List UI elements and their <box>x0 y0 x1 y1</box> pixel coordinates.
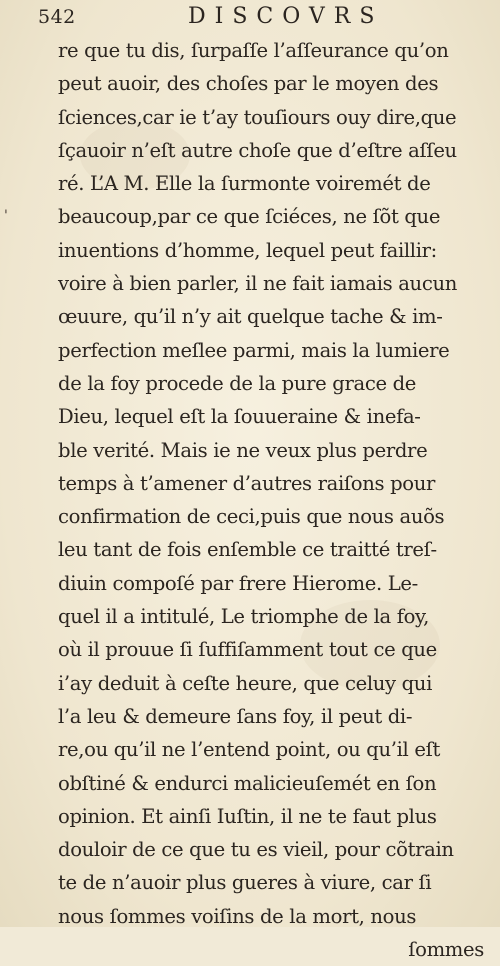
text-line: te de n’auoir plus gueres à viure, car ſi <box>58 871 432 895</box>
text-line: ſciences,car ie t’ay touſiours ouy dire,que <box>58 105 457 129</box>
body-text <box>58 34 488 966</box>
text-line: beaucoup,par ce que ſciéces, ne ſõt que <box>58 205 441 229</box>
text-line: opinion. Et ainſi Iuſtin, il ne te faut plus <box>58 804 437 828</box>
text-line: quel il a intitulé, Le triomphe de la foy, <box>58 605 430 629</box>
text-line: de la foy procede de la pure grace de <box>58 371 417 395</box>
text-line: ré. L’A M. Elle la ſurmonte voiremét de <box>58 172 431 196</box>
text-line: nous ſommes voiſins de la mort, nous <box>58 904 417 928</box>
text-line: i’ay deduit à ceſte heure, que celuy qui <box>58 671 432 695</box>
margin-mark: ' <box>4 208 8 224</box>
text-line: confirmation de ceci,puis que nous auõs <box>58 505 445 529</box>
text-line: perfection meſlee parmi, mais la lumiere <box>58 338 450 362</box>
text-line: obſtiné & endurci malicieuſemét en ſon <box>58 771 437 795</box>
text-line: inuentions d’homme, lequel peut faillir: <box>58 238 437 262</box>
catchword: ſommes <box>408 938 484 962</box>
text-line: diuin compoſé par frere Hierome. Le- <box>58 571 418 595</box>
page-number: 542 <box>38 6 76 28</box>
text-line: où il prouue ſi ſuffiſamment tout ce que <box>58 638 437 662</box>
text-line: peut auoir, des choſes par le moyen des <box>58 72 439 96</box>
text-line: re,ou qu’il ne l’entend point, ou qu’il eſt <box>58 738 441 762</box>
page-header <box>38 4 478 32</box>
running-title: DISCOVRS <box>188 4 384 29</box>
text-line: ſçauoir n’eſt autre choſe que d’eſtre aſſeu <box>58 138 457 162</box>
text-line: re que tu dis, ſurpaſſe l’aſſeurance qu’on <box>58 39 449 62</box>
text-line: ble verité. Mais ie ne veux plus perdre <box>58 438 428 462</box>
text-line: l’a leu & demeure ſans foy, il peut di- <box>58 704 413 728</box>
text-line: voire à bien parler, il ne fait iamais aucun <box>58 272 457 296</box>
text-line: Dieu, lequel eſt la ſouueraine & inefa- <box>58 405 421 429</box>
text-line: douloir de ce que tu es vieil, pour cõtrain <box>58 838 454 862</box>
text-line: œuure, qu’il n’y ait quelque tache & im- <box>58 305 443 329</box>
text-line: temps à t’amener d’autres raiſons pour <box>58 471 436 495</box>
text-line: leu tant de fois enſemble ce traitté treſ- <box>58 538 437 562</box>
